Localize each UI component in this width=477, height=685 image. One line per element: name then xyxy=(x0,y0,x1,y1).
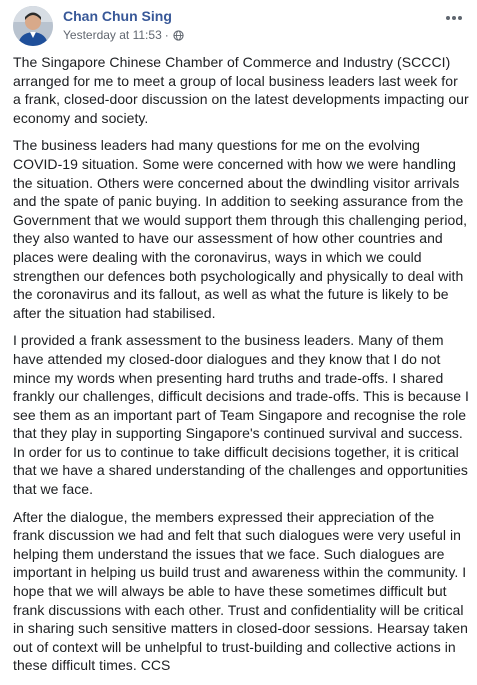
post-paragraph: After the dialogue, the members expressed their appreciation of the frank discussion we had and felt that such dialogues were very useful in helping them understand the issues that we face. Such dialogues are important in helping us build trust and awareness within the community. I hope that we will always be able to have these sometimes difficult but frank discussions with each other. Trust and confidentiality will be critical in sharing such sensitive matters in closed-door sessions. Hearsay taken out of context will be unhelpful to trust-building and collective actions in these difficult times. CCS xyxy=(13,508,468,674)
post-meta xyxy=(63,28,184,42)
author-avatar[interactable] xyxy=(13,6,53,46)
post-paragraph: I provided a frank assessment to the business leaders. Many of them have attended my closed-door dialogues and they know that I do not mince my words when presenting hard truths and trade-offs. I shared frankly our challenges, difficult decisions and trade-offs. This is because I see them as an important part of Team Singapore and recognise the role that they play in supporting Singapore's continued survival and success. In order for us to continue to take difficult decisions together, it is critical that we have a shared understanding of the challenges and opportunities that we face. xyxy=(13,332,469,498)
post-paragraph: The business leaders had many questions for me on the evolving COVID-19 situation. Some were concerned with how we were handling the situation. Others were concerned about the dwindling visitor arrivals and the spate of panic buying. In addition to seeking assurance from the Government that we would support them through this challenging period, they also wanted to have our assessment of how other countries and places were dealing with the coronavirus, ways in which we could strengthen our defences both psychologically and physically to deal with the coronavirus and its fallout, as well as what the future is likely to be after the situation had stabilised. xyxy=(13,137,468,321)
author-name[interactable]: Chan Chun Sing xyxy=(63,8,172,24)
globe-icon[interactable] xyxy=(173,30,184,41)
more-options-icon[interactable] xyxy=(445,10,463,20)
post-paragraph: The Singapore Chinese Chamber of Commerce and Industry (SCCCI) arranged for me to meet a group of local business leaders last week for a frank, closed-door discussion on the latest developments impacting our economy and society. xyxy=(13,54,469,126)
post-header xyxy=(13,6,477,46)
post-body xyxy=(13,53,469,684)
meta-separator: · xyxy=(164,28,169,42)
post-timestamp[interactable]: Yesterday at 11:53 xyxy=(63,28,162,42)
